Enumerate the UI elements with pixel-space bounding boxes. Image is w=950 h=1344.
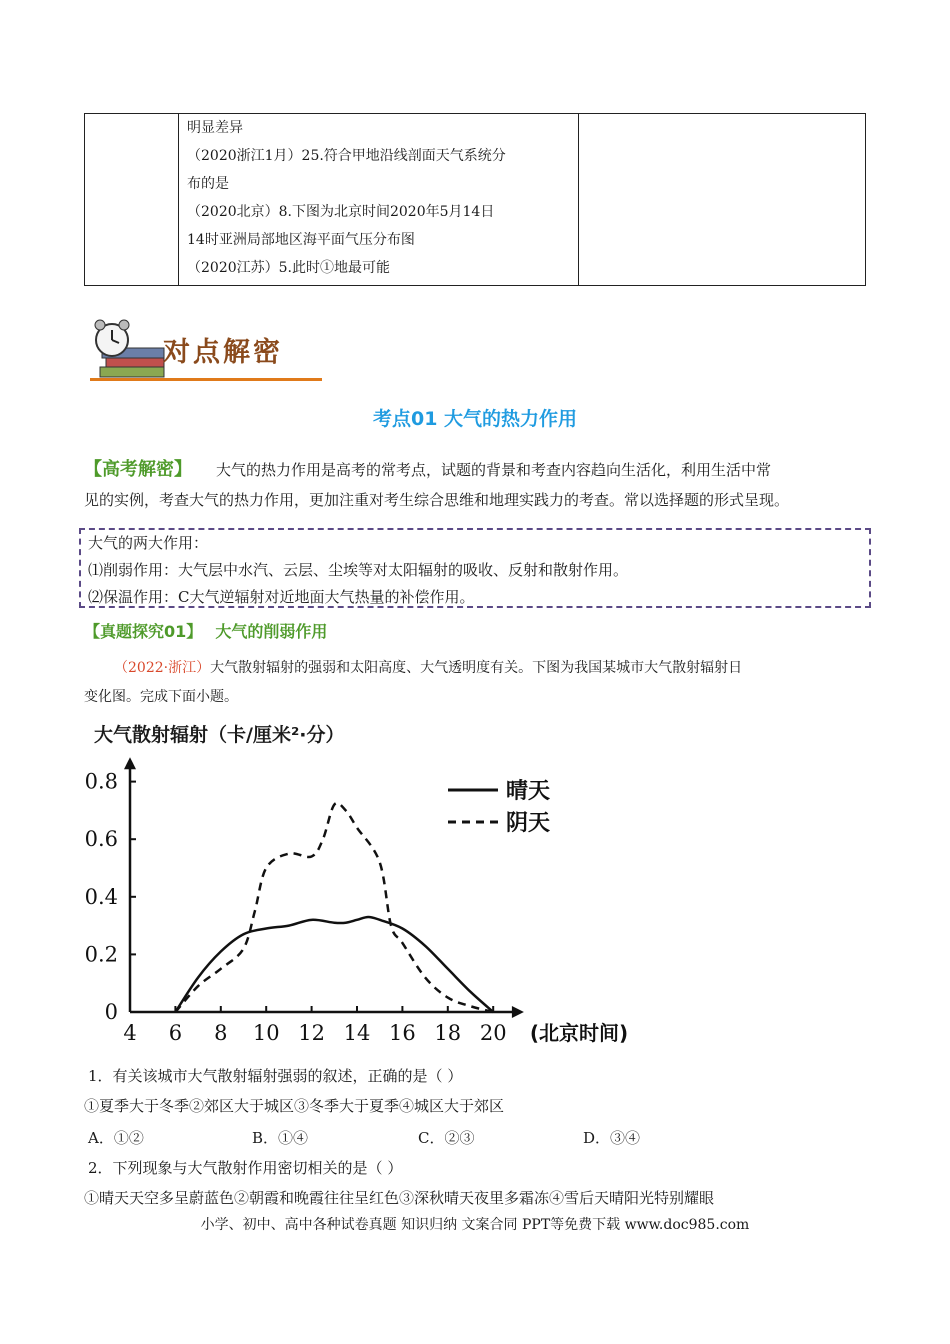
q1-statements: ①夏季大于冬季②郊区大于城区③冬季大于夏季④城区大于郊区 (84, 1097, 505, 1115)
x-axis-arrow (512, 1006, 524, 1018)
intro-tag: 【高考解密】 (84, 459, 192, 480)
explore-tag: 【真题探究01】 (84, 622, 203, 641)
box-heading: 大气的两大作用： (88, 534, 209, 552)
q1-option-a[interactable]: A．①② (88, 1129, 144, 1147)
x-tick-label: 8 (214, 1021, 228, 1045)
explore-heading (84, 622, 327, 642)
clock-books-icon (88, 318, 168, 380)
q1-stem: 1．有关该城市大气散射辐射强弱的叙述，正确的是（ ） (88, 1067, 463, 1085)
chart-title: 大气散射辐射（卡/厘米²·分） (94, 724, 345, 746)
x-tick-label: 18 (434, 1021, 462, 1045)
y-tick-label: 0.2 (84, 942, 118, 967)
table-cell-questions (178, 114, 579, 285)
table-line: 布的是 (187, 176, 229, 192)
legend-label-cloudy: 阴天 (506, 811, 551, 836)
x-tick-label: 10 (252, 1021, 280, 1045)
intro-line-2: 见的实例，考查大气的热力作用，更加注重对考生综合思维和地理实践力的考查。常以选择题的形式呈现。 (84, 491, 790, 509)
banner-title: 对点解密 (163, 337, 283, 368)
table-cell-empty-left (85, 114, 179, 285)
question-source: （2022·浙江） (114, 660, 211, 676)
x-axis-label: (北京时间) (529, 1021, 629, 1045)
y-tick-label: 0 (104, 1000, 118, 1024)
page-footer: 小学、初中、高中各种试卷真题 知识归纳 文案合同 PPT等免费下载 www.doc985.com (200, 1217, 750, 1233)
legend-label-sunny: 晴天 (506, 779, 551, 804)
box-item-1: ⑴削弱作用：大气层中水汽、云层、尘埃等对太阳辐射的吸收、反射和散射作用。 (88, 561, 629, 579)
question-intro-line-1 (114, 658, 742, 678)
x-tick-label: 12 (298, 1021, 325, 1045)
x-tick-label: 4 (123, 1021, 137, 1045)
explore-title: 大气的削弱作用 (215, 622, 328, 641)
x-tick-label: 20 (479, 1021, 507, 1045)
table-line: 14时亚洲局部地区海平面气压分布图 (187, 232, 415, 248)
q2-statements: ①晴天天空多呈蔚蓝色②朝霞和晚霞往往呈红色③深秋晴天夜里多霜冻④雪后天晴阳光特别耀眼 (84, 1189, 715, 1207)
question-intro-text-1: 大气散射辐射的强弱和太阳高度、大气透明度有关。下图为我国某城市大气散射辐射日 (210, 660, 743, 676)
box-item-2: ⑵保温作用：C大气逆辐射对近地面大气热量的补偿作用。 (88, 588, 475, 606)
q1-option-d[interactable]: D．③④ (583, 1129, 641, 1147)
y-tick-label: 0.6 (84, 827, 118, 852)
y-tick-label: 0.8 (84, 769, 118, 794)
table-cell-empty-right (578, 114, 865, 285)
table-line: （2020北京）8.下图为北京时间2020年5月14日 (187, 204, 495, 220)
section-title: 考点01 大气的热力作用 (372, 408, 578, 430)
q1-option-c[interactable]: C．②③ (418, 1129, 475, 1147)
intro-line-1 (84, 460, 771, 480)
x-tick-label: 6 (168, 1021, 183, 1045)
x-tick-label: 16 (389, 1021, 416, 1045)
table-line: （2020浙江1月）25.符合甲地沿线剖面天气系统分 (187, 148, 506, 164)
banner-underline (90, 378, 322, 381)
y-axis-arrow (124, 757, 136, 769)
y-tick-label: 0.4 (84, 884, 118, 909)
table-line: 明显差异 (187, 120, 243, 136)
q1-option-b[interactable]: B．①④ (252, 1129, 309, 1147)
series-line-sunny (175, 917, 493, 1012)
series-line-cloudy (175, 803, 493, 1012)
intro-text-1: 大气的热力作用是高考的常考点，试题的背景和考查内容趋向生活化，利用生活中常 (216, 461, 772, 479)
table-line: （2020江苏）5.此时①地最可能 (187, 260, 390, 276)
x-tick-label: 14 (343, 1021, 371, 1045)
question-intro-line-2: 变化图。完成下面小题。 (84, 689, 238, 705)
scatter-radiation-chart (70, 750, 630, 1060)
q2-stem: 2．下列现象与大气散射作用密切相关的是（ ） (88, 1159, 403, 1177)
summary-table (84, 113, 866, 286)
